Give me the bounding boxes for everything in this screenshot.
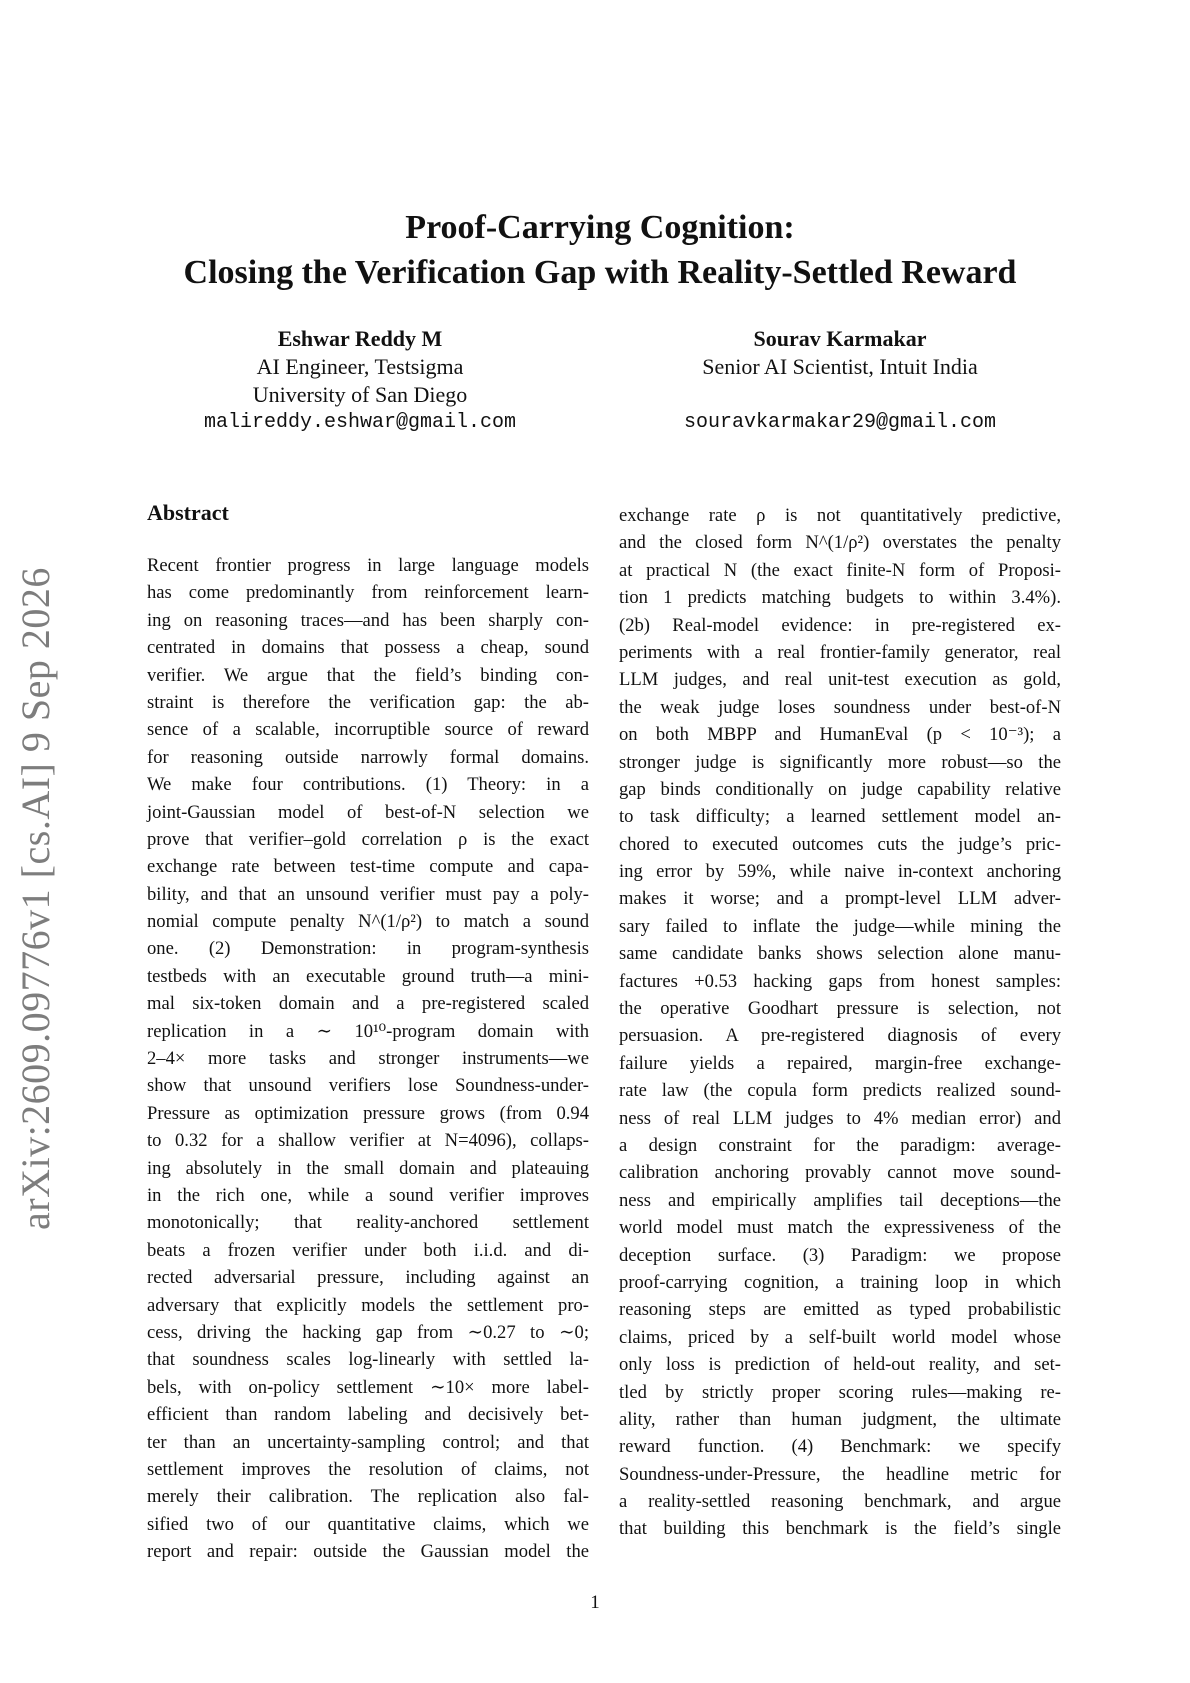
author-block-2 [630,325,1050,437]
abstract-text-line: Soundness-under-Pressure, the headline metric for [619,1463,1061,1485]
abstract-text-line: merely their calibration. The replication also fal- [147,1486,589,1508]
abstract-text-line: sified two of our quantitative claims, which we [147,1513,589,1535]
abstract-text-line: rected adversarial pressure, including against an [147,1267,589,1289]
abstract-text-line: the operative Goodhart pressure is selection, not [619,998,1061,1020]
abstract-text-line: that soundness scales log-linearly with settled la- [147,1349,589,1371]
abstract-text-line: nomial compute penalty N^(1/ρ²) to match a sound [147,911,589,933]
paper-title [100,205,1100,295]
abstract-text-line: (2b) Real-model evidence: in pre-registered ex- [619,614,1061,636]
abstract-text-line: bility, and that an unsound verifier must pay a poly- [147,883,589,905]
abstract-text-line: chored to executed outcomes cuts the judge’s pric- [619,833,1061,855]
abstract-text-line: 2–4× more tasks and stronger instruments—we [147,1048,589,1070]
abstract-text-line: ter than an uncertainty-sampling control; and that [147,1431,589,1453]
abstract-text-line: centrated in domains that possess a cheap, sound [147,637,589,659]
abstract-text-line: sary failed to inflate the judge—while mining the [619,915,1061,937]
abstract-heading: Abstract [147,500,229,525]
abstract-text-line: world model must match the expressiveness of the [619,1217,1061,1239]
abstract-text-line: efficient than random labeling and decisively bet- [147,1404,589,1426]
abstract-text-line: ing error by 59%, while naive in-context anchoring [619,861,1061,883]
abstract-text-line: one. (2) Demonstration: in program-synthesis [147,938,589,960]
abstract-text-line: to 0.32 for a shallow verifier at N=4096), collaps- [147,1130,589,1152]
abstract-text-line: straint is therefore the verification gap: the ab- [147,691,589,713]
abstract-text-line: deception surface. (3) Paradigm: we propose [619,1244,1061,1266]
abstract-text-line: tion 1 predicts matching budgets to within 3.4%). [619,587,1061,609]
author-email[interactable]: souravkarmakar29@gmail.com [683,411,997,434]
abstract-text-line: for reasoning outside narrowly formal domains. [147,746,589,768]
abstract-text-line: and the closed form N^(1/ρ²) overstates the penalty [619,532,1061,554]
author-name: Eshwar Reddy M [277,326,443,351]
abstract-text-line: ality, rather than human judgment, the ultimate [619,1408,1061,1430]
abstract-text-line: joint-Gaussian model of best-of-N selection we [147,801,589,823]
abstract-text-line: on both MBPP and HumanEval (p < 10⁻³); a [619,724,1061,746]
abstract-text-line: the weak judge loses soundness under best-of-N [619,696,1061,718]
author-email[interactable]: malireddy.eshwar@gmail.com [203,411,517,434]
abstract-text-line: sence of a scalable, incorruptible source of reward [147,719,589,741]
abstract-text-line: rate law (the copula form predicts realized sound- [619,1080,1061,1102]
abstract-text-line: ness of real LLM judges to 4% median error) and [619,1107,1061,1129]
page-number: 1 [590,1592,600,1613]
abstract-text-line: adversary that explicitly models the settlement pro- [147,1294,589,1316]
author-block-1 [150,325,570,437]
abstract-text-line: proof-carrying cognition, a training loop in which [619,1271,1061,1293]
abstract-text-line: ing absolutely in the small domain and plateauing [147,1157,589,1179]
abstract-text-line: mal six-token domain and a pre-registered scaled [147,993,589,1015]
abstract-text-line: that building this benchmark is the field’s single [619,1518,1061,1540]
abstract-text-line: periments with a real frontier-family generator, real [619,641,1061,663]
abstract-text-line: ness and empirically amplifies tail deceptions—the [619,1189,1061,1211]
abstract-right-column [619,502,1061,1543]
abstract-text-line: claims, priced by a self-built world model whose [619,1326,1061,1348]
abstract-text-line: tled by strictly proper scoring rules—making re- [619,1381,1061,1403]
abstract-text-line: LLM judges, and real unit-test execution as gold, [619,669,1061,691]
abstract-text-line: monotonically; that reality-anchored settlement [147,1212,589,1234]
abstract-text-line: verifier. We argue that the field’s binding con- [147,664,589,686]
author-affiliation: AI Engineer, Testsigma [256,354,464,379]
abstract-text-line: settlement improves the resolution of claims, not [147,1458,589,1480]
title-line-2: Closing the Verification Gap with Reality-Settled Reward [183,254,1017,291]
abstract-text-line: gap binds conditionally on judge capability relative [619,778,1061,800]
abstract-text-line: replication in a ∼ 10¹⁰-program domain with [147,1020,589,1042]
abstract-text-line: We make four contributions. (1) Theory: in a [147,774,589,796]
abstract-text-line: only loss is prediction of held-out reality, and set- [619,1354,1061,1376]
author-affiliation: Senior AI Scientist, Intuit India [702,354,978,379]
abstract-text-line: makes it worse; and a prompt-level LLM adver- [619,888,1061,910]
author-affiliation: University of San Diego [252,382,468,407]
abstract-text-line: Recent frontier progress in large language models [147,555,589,576]
abstract-text-line: exchange rate ρ is not quantitatively predictive, [619,505,1061,526]
abstract-left-column [147,552,589,1565]
abstract-text-line: beats a frozen verifier under both i.i.d. and di- [147,1239,589,1261]
abstract-text-line: prove that verifier–gold correlation ρ is the exact [147,828,589,850]
abstract-text-line: failure yields a repaired, margin-free exchange- [619,1052,1061,1074]
abstract-text-line: testbeds with an executable ground truth—a mini- [147,965,589,987]
abstract-text-line: Pressure as optimization pressure grows (from 0.94 [147,1102,589,1124]
author-name: Sourav Karmakar [753,326,927,351]
arxiv-identifier-stamp: arXiv:2609.09776v1 [cs.AI] 9 Sep 2026 [13,567,58,1230]
abstract-text-line: calibration anchoring provably cannot move sound- [619,1162,1061,1184]
abstract-text-line: report and repair: outside the Gaussian model the [147,1541,589,1563]
abstract-text-line: persuasion. A pre-registered diagnosis of every [619,1025,1061,1047]
abstract-text-line: same candidate banks shows selection alone manu- [619,943,1061,965]
abstract-text-line: to task difficulty; a learned settlement model an- [619,806,1061,828]
title-line-1: Proof-Carrying Cognition: [405,209,795,246]
abstract-text-line: a reality-settled reasoning benchmark, and argue [619,1491,1061,1513]
abstract-text-line: at practical N (the exact finite-N form of Proposi- [619,559,1061,581]
abstract-text-line: reward function. (4) Benchmark: we specify [619,1436,1061,1458]
abstract-text-line: exchange rate between test-time compute and capa- [147,856,589,878]
abstract-text-line: show that unsound verifiers lose Soundness-under- [147,1075,589,1097]
abstract-text-line: bels, with on-policy settlement ∼10× more label- [147,1376,589,1398]
abstract-text-line: cess, driving the hacking gap from ∼0.27 to ∼0; [147,1321,589,1343]
abstract-text-line: in the rich one, while a sound verifier improves [147,1184,589,1206]
abstract-text-line: reasoning steps are emitted as typed probabilistic [619,1299,1061,1321]
abstract-text-line: a design constraint for the paradigm: average- [619,1134,1061,1156]
abstract-text-line: ing on reasoning traces—and has been sharply con- [147,609,589,631]
abstract-text-line: stronger judge is significantly more robust—so the [619,751,1061,773]
abstract-text-line: has come predominantly from reinforcement learn- [147,582,589,604]
abstract-text-line: factures +0.53 hacking gaps from honest samples: [619,970,1061,992]
